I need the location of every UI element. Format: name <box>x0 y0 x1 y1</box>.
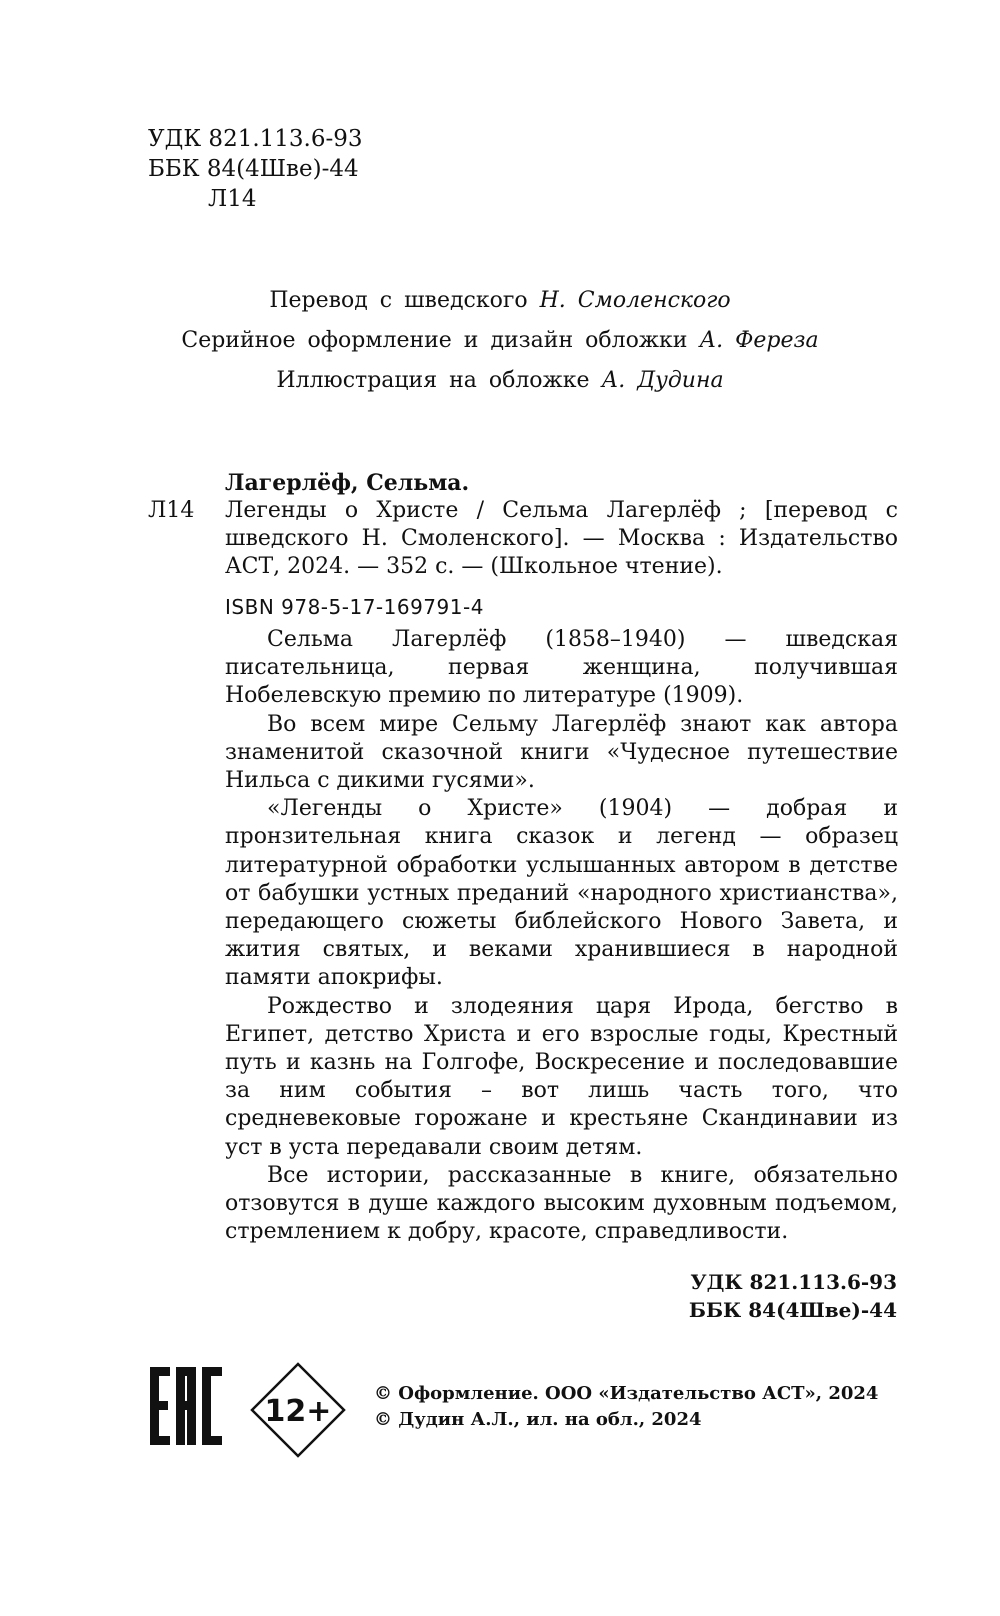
annotation-paragraph: Во всем мире Сельму Лагерлёф знают как автора знаменитой сказочной книги «Чудесное путешествие Нильса с дикими гусями». <box>225 711 898 794</box>
footer-codes <box>689 1268 897 1324</box>
footer-udk: УДК 821.113.6-93 <box>690 1270 897 1294</box>
catalog-description: Легенды о Христе / Сельма Лагерлёф ; [перевод с шведского Н. Смоленского]. — Москва : Издательство АСТ, 2024. — 352 с. — (Школьное чтение). <box>225 498 898 580</box>
illustration-credit: Иллюстрация на обложке А. Дудина <box>276 368 724 393</box>
age-rating-badge <box>250 1362 346 1458</box>
annotation-paragraph: Рождество и злодеяния царя Ирода, бегство в Египет, детство Христа и его взрослые годы, Крестный путь и казнь на Голгофе, Воскресение и последовавшие за ним события – вот лишь часть того, что средневековые горожане и крестьяне Скандинавии из уст в уста передавали своим детям. <box>225 993 898 1160</box>
annotation <box>225 626 898 1246</box>
isbn: ISBN 978-5-17-169791-4 <box>225 595 484 619</box>
annotation-paragraph: Все истории, рассказанные в книге, обязательно отзовутся в душе каждого высоким духовным подъемом, стремлением к добру, красоте, справедливости. <box>225 1162 898 1245</box>
annotation-paragraph: «Легенды о Христе» (1904) — добрая и пронзительная книга сказок и легенд — образец литературной обработки услышанных автором в детстве от бабушки устных преданий «народного христианства», передающего сюжеты библейского Нового Завета, и жития святых, и веками хранившиеся в народной памяти апокрифы. <box>225 796 898 991</box>
age-rating-text: 12+ <box>264 1394 332 1429</box>
illustrator-name: А. Дудина <box>601 368 724 393</box>
bbk-code: ББК 84(4Шве)-44 <box>148 156 359 182</box>
credits-block <box>0 286 1000 406</box>
udk-code: УДК 821.113.6-93 <box>148 126 363 152</box>
eac-logo-icon <box>150 1367 222 1445</box>
copyright-block <box>374 1381 878 1433</box>
author-mark: Л14 <box>208 186 257 212</box>
catalog-cipher: Л14 <box>148 498 195 523</box>
translator-name: Н. Смоленского <box>539 288 731 313</box>
copyright-line: © Оформление. ООО «Издательство АСТ», 2024 <box>374 1383 879 1404</box>
translator-credit: Перевод с шведского Н. Смоленского <box>269 288 731 313</box>
designer-name: А. Фереза <box>699 328 819 353</box>
catalog-author: Лагерлёф, Сельма. <box>225 470 470 496</box>
classification-codes <box>148 124 363 214</box>
annotation-paragraph: Сельма Лагерлёф (1858–1940) — шведская писательница, первая женщина, получившая Нобелевскую премию по литературе (1909). <box>225 627 898 709</box>
design-credit: Серийное оформление и дизайн обложки А. Фереза <box>181 328 819 353</box>
copyright-line: © Дудин А.Л., ил. на обл., 2024 <box>374 1409 702 1430</box>
footer-bbk: ББК 84(4Шве)-44 <box>688 1298 897 1322</box>
